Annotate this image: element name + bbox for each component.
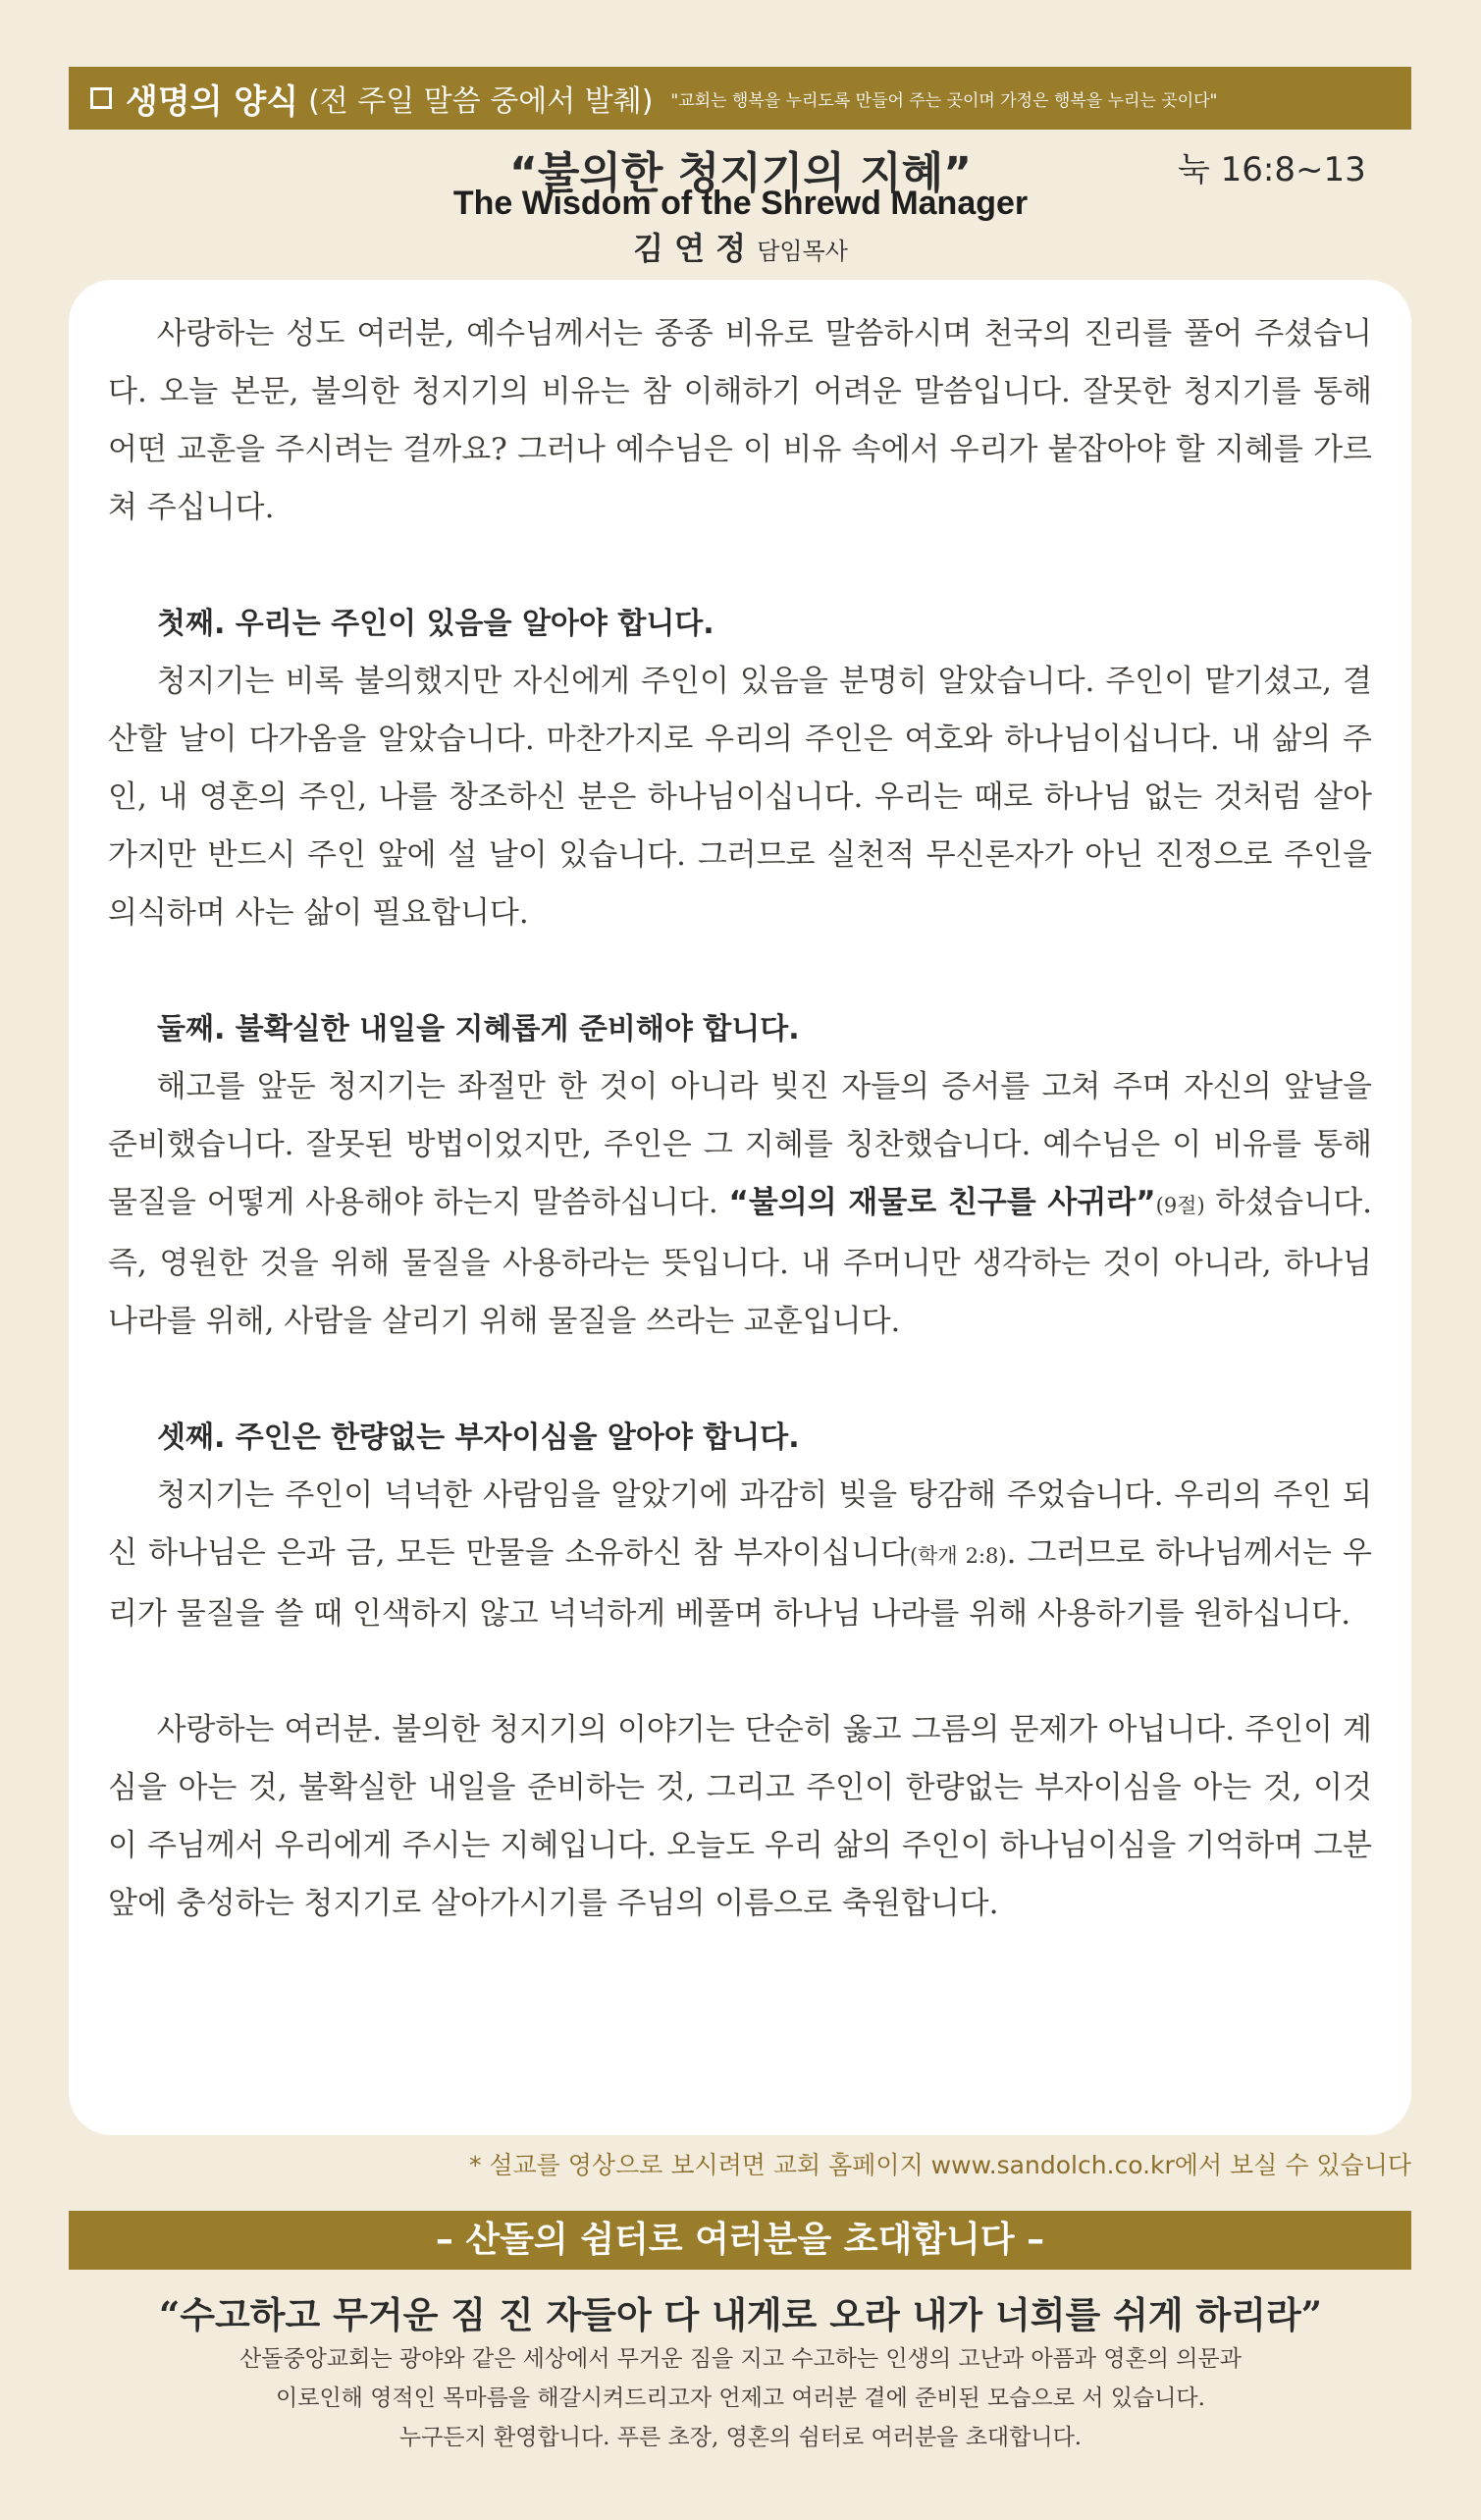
video-footnote: * 설교를 영상으로 보시려면 교회 홈페이지 www.sandolch.co.kr에서 보실 수 있습니다 [468,2151,1411,2179]
invite-line-2: 이로인해 영적인 목마름을 해갈시켜드리고자 언제고 여러분 곁에 준비된 모습으로 서 있습니다. [276,2386,1205,2411]
invite-verse: “수고하고 무거운 짐 진 자들아 다 내게로 오라 내가 너희를 쉬게 하리라” [158,2293,1323,2336]
point3-ref: (학개 2:8) [909,1544,1007,1568]
english-title: The Wisdom of the Shrewd Manager [452,185,1029,222]
invite-title-bar: – 산돌의 쉼터로 여러분을 초대합니다 – [69,2211,1411,2270]
scripture-reference: 눅 16:8~13 [1178,150,1366,189]
point3-heading: 셋째. 주인은 한량없는 부자이심을 알아야 합니다. [157,1421,800,1455]
sermon-body-card [69,280,1411,2135]
point3-paragraph [108,1467,1372,1643]
point3-text-b: . 그러므로 하나님께서는 우리가 물질을 쓸 때 인색하지 않고 넉넉하게 베풀며 하나님 나라를 위해 사용하기를 원하십니다. [108,1535,1373,1632]
intro-paragraph: 사랑하는 성도 여러분, 예수님께서는 종종 비유로 말씀하시며 천국의 진리를 풀어 주셨습니다. 오늘 본문, 불의한 청지기의 비유는 참 이해하기 어려운 말씀입니다. 잘못한 청지기를 통해 어떤 교훈을 주시려는 걸까요? 그러나 예수님은 이 비유 속에서 우리가 붙잡아야 할 지혜를 가르쳐 주십니다. [108,316,1372,525]
sermon-title: “불의한 청지기의 지혜” [508,148,972,198]
section-motto: "교회는 행복을 누리도록 만들어 주는 곳이며 가정은 행복을 누리는 곳이다" [670,90,1218,111]
square-icon [90,87,112,109]
invite-line-1: 산돌중앙교회는 광야와 같은 세상에서 무거운 짐을 지고 수고하는 인생의 고난과 아픔과 영혼의 의문과 [239,2346,1242,2372]
point3-text-a: 청지기는 주인이 넉넉한 사람임을 알았기에 과감히 빚을 탕감해 주었습니다. 우리의 주인 되신 하나님은 은과 금, 모든 만물을 소유하신 참 부자이십니다 [108,1477,1372,1571]
point2-text-a: 해고를 앞둔 청지기는 좌절만 한 것이 아니라 빚진 자들의 증서를 고쳐 주며 자신의 앞날을 준비했습니다. 잘못된 방법이었지만, 주인은 그 지혜를 칭찬했습니다. 예수님은 이 비유를 통해 물질을 어떻게 사용해야 하는지 말씀하십니다. [108,1069,1372,1220]
point2-quote: “불의의 재물로 친구를 사귀라” [728,1185,1156,1220]
pastor-name: 김 연 정 [633,230,747,267]
section-title: 생명의 양식 [126,81,299,122]
point2-heading: 둘째. 불확실한 내일을 지혜롭게 준비해야 합니다. [157,1012,800,1046]
point2-ref: (9절) [1155,1194,1205,1217]
point1-paragraph: 청지기는 비록 불의했지만 자신에게 주인이 있음을 분명히 알았습니다. 주인이 맡기셨고, 결산할 날이 다가옴을 알았습니다. 마찬가지로 우리의 주인은 여호와 하나님이십니다. 내 삶의 주인, 내 영혼의 주인, 나를 창조하신 분은 하나님이십니다. 우리는 때로 하나님 없는 것처럼 살아가지만 반드시 주인 앞에 설 날이 있습니다. 그러므로 실천적 무신론자가 아닌 진정으로 주인을 의식하며 사는 삶이 필요합니다. [108,664,1372,931]
point1-heading: 첫째. 우리는 주인이 있음을 알아야 합니다. [157,607,714,641]
point2-text-b: 하셨습니다. 즉, 영원한 것을 위해 물질을 사용하라는 뜻입니다. 내 주머니만 생각하는 것이 아니라, 하나님 나라를 위해, 사람을 살리기 위해 물질을 쓰라는 교훈입니다. [108,1185,1372,1339]
section-source: (전 주일 말씀 중에서 발췌) [308,84,654,119]
invite-line-3: 누구든지 환영합니다. 푸른 초장, 영혼의 쉼터로 여러분을 초대합니다. [398,2425,1083,2450]
section-header-bar [69,67,1411,130]
point2-paragraph [108,1058,1372,1351]
pastor-line [0,224,1481,269]
conclusion-paragraph: 사랑하는 여러분. 불의한 청지기의 이야기는 단순히 옳고 그름의 문제가 아닙니다. 주인이 계심을 아는 것, 불확실한 내일을 준비하는 것, 그리고 주인이 한량없는 부자이심을 아는 것, 이것이 주님께서 우리에게 주시는 지혜입니다. 오늘도 우리 삶의 주인이 하나님이심을 기억하며 그분 앞에 충성하는 청지기로 살아가시기를 주님의 이름으로 축원합니다. [108,1712,1372,1921]
pastor-role: 담임목사 [757,238,848,265]
